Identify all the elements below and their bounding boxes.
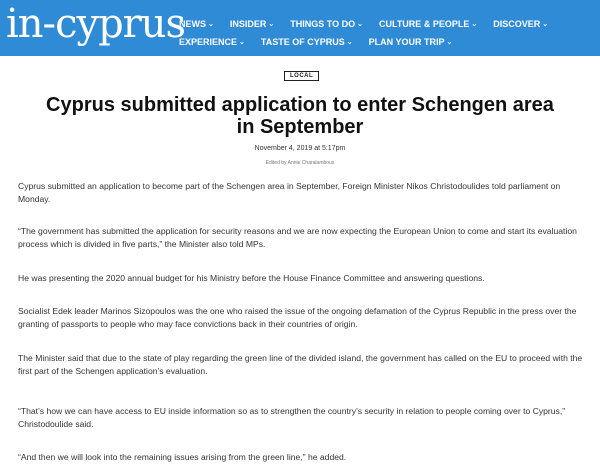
article-date: November 4, 2019 at 5:17pm: [254, 145, 346, 152]
main-nav-row-2: [179, 37, 468, 47]
article-paragraph: Cyprus submitted an application to become part of the Schengen area in September, Foreign Minister Nikos Christodoulides told parliament on Monday.: [18, 181, 561, 204]
nav-item-label: INSIDER: [229, 19, 267, 29]
nav-item-label: THINGS TO DO: [290, 19, 356, 29]
nav-item-label: TASTE OF CYPRUS: [260, 37, 345, 47]
article-paragraph: “That’s how we can have access to EU inside information so as to strengthen the country’s security in relation to people coming over to Cyprus,” Christodoulide said.: [18, 406, 566, 429]
nav-item-plan-your-trip[interactable]: [369, 37, 453, 47]
chevron-down-icon: ⌄: [268, 21, 275, 28]
chevron-down-icon: ⌄: [446, 39, 453, 46]
article-title: Cyprus submitted application to enter Schengen area in September: [46, 94, 554, 138]
category-badge[interactable]: LOCAL: [284, 71, 319, 81]
main-nav-row-1: [179, 19, 564, 29]
chevron-down-icon: ⌄: [357, 21, 363, 28]
nav-item-culture-people[interactable]: [379, 19, 477, 29]
site-logo[interactable]: in-cyprus: [6, 1, 186, 47]
nav-item-label: DISCOVER: [493, 19, 541, 29]
nav-item-label: NEWS: [179, 19, 206, 29]
article-editor: Edited by Annie Charalambous: [265, 160, 335, 166]
nav-item-label: PLAN YOUR TRIP: [368, 37, 445, 47]
nav-item-things-to-do[interactable]: [290, 19, 363, 29]
site-header: [0, 0, 600, 56]
nav-item-discover[interactable]: [493, 19, 548, 29]
nav-item-label: EXPERIENCE: [179, 37, 238, 47]
nav-item-label: CULTURE & PEOPLE: [378, 19, 470, 29]
chevron-down-icon: ⌄: [239, 39, 245, 46]
chevron-down-icon: ⌄: [471, 21, 478, 28]
article-paragraph: Socialist Edek leader Marinos Sizopoulos was the one who raised the issue of the ongoing defamation of the Cyprus Republic in the press over the granting of passports to people who may face convictions back in their countries of origin.: [18, 306, 577, 329]
chevron-down-icon: ⌄: [542, 21, 549, 28]
nav-item-experience[interactable]: [179, 37, 245, 47]
article-paragraph: “And then we will look into the remaining issues arising from the green line,” he added.: [18, 452, 347, 462]
nav-item-insider[interactable]: [230, 19, 274, 29]
chevron-down-icon: ⌄: [208, 21, 214, 28]
article-paragraph: “The government has submitted the application for security reasons and we are now expecting the European Union to come and start its evaluation process which is divided in five parts,” the Minister also told MPs.: [18, 226, 577, 249]
article-paragraph: He was presenting the 2020 annual budget for his Ministry before the House Finance Committee and answering questions.: [18, 273, 485, 283]
nav-item-taste-of-cyprus[interactable]: [261, 37, 353, 47]
nav-item-news[interactable]: [179, 19, 214, 29]
article-paragraph: The Minister said that due to the state of play regarding the green line of the divided island, the government has called on the EU to proceed with the first part of the Schengen application’s evaluation.: [18, 353, 583, 376]
chevron-down-icon: ⌄: [346, 39, 353, 46]
